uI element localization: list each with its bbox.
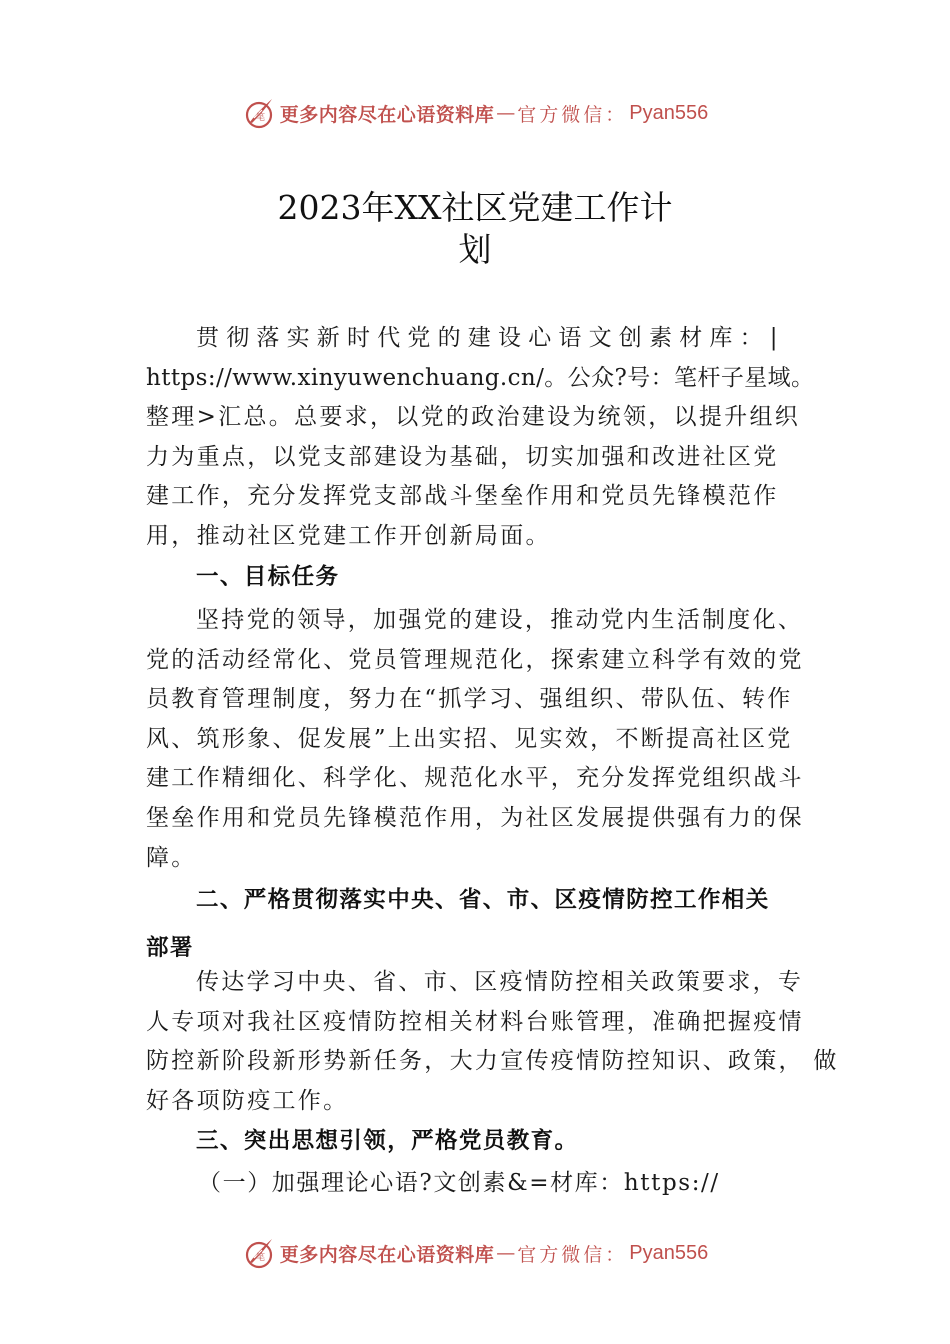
section2-heading	[146, 876, 770, 972]
paragraph-line: 防控新阶段新形势新任务，大力宣传疫情防控知识、政策， 做	[146, 1048, 839, 1075]
paragraph-line: 坚持党的领导，加强党的建设，推动党内生活制度化、	[196, 607, 804, 633]
paragraph-line: 整理>汇总。总要求，以党的政治建设为统领，以提升组织	[146, 404, 801, 431]
paragraph-line: 用，推动社区党建工作开创新局面。	[146, 522, 551, 549]
paragraph-line: 传达学习中央、省、市、区疫情防控相关政策要求，专	[196, 969, 804, 995]
watermark-header	[0, 93, 950, 133]
watermark-footer	[0, 1233, 950, 1273]
svg-text:笔: 笔	[255, 113, 265, 123]
paragraph-line: 建工作精细化、科学化、规范化水平，充分发挥党组织战斗	[146, 765, 804, 792]
svg-text:笔: 笔	[255, 1253, 265, 1263]
document-title-line2: 划	[458, 230, 492, 269]
section2-heading-text: 部署	[146, 935, 194, 961]
section3-heading	[196, 1121, 578, 1161]
paragraph-line: 贯彻落实新时代党的建设心语文创素材库：|	[196, 325, 785, 351]
paragraph-line: 员教育管理制度，努力在“抓学习、强组织、带队伍、转作	[146, 686, 793, 713]
quill-logo-icon	[242, 1236, 276, 1270]
intro-paragraph	[146, 319, 815, 557]
watermark-wechat-id: Pyan556	[629, 1241, 709, 1264]
watermark-wechat-label: 官方微信：	[517, 103, 628, 126]
watermark-separator: —	[496, 102, 516, 124]
paragraph-line: https://www.xinyuwenchuang.cn/。公众?号：笔杆子星域。	[146, 364, 815, 391]
watermark-library-text: 更多内容尽在心语资料库	[279, 103, 495, 126]
paragraph-line: 障。	[146, 844, 197, 871]
watermark-separator: —	[496, 1242, 516, 1264]
section2-paragraph	[146, 963, 839, 1121]
section3-paragraph	[146, 1164, 806, 1204]
paragraph-line: 风、筑形象、促发展”上出实招、见实效，不断提高社区党	[146, 725, 793, 752]
section1-heading	[196, 557, 339, 597]
paragraph-line: 力为重点，以党支部建设为基础，切实加强和改进社区党	[146, 443, 779, 470]
quill-logo-icon	[242, 96, 276, 130]
paragraph-line: 堡垒作用和党员先锋模范作用，为社区发展提供强有力的保	[146, 804, 804, 831]
paragraph-line: （一）加强理论心语?文创素&=材库：https://	[198, 1170, 720, 1196]
section2-heading-text: 二、严格贯彻落实中央、省、市、区疫情防控工作相关	[196, 887, 770, 913]
paragraph-line: 建工作，充分发挥党支部战斗堡垒作用和党员先锋模范作	[146, 483, 779, 510]
watermark-wechat-id: Pyan556	[629, 101, 709, 124]
paragraph-line: 党的活动经常化、党员管理规范化，探索建立科学有效的党	[146, 646, 804, 673]
section3-heading-text: 三、突出思想引领，严格党员教育。	[196, 1128, 579, 1154]
section1-paragraph	[146, 601, 806, 878]
document-title-line1: 2023年XX社区党建工作计	[277, 188, 673, 227]
section1-heading-text: 一、目标任务	[196, 564, 340, 590]
paragraph-line: 好各项防疫工作。	[146, 1087, 349, 1114]
watermark-library-text: 更多内容尽在心语资料库	[279, 1243, 495, 1266]
watermark-wechat-label: 官方微信：	[517, 1243, 628, 1266]
paragraph-line: 人专项对我社区疫情防控相关材料台账管理，准确把握疫情	[146, 1008, 804, 1035]
